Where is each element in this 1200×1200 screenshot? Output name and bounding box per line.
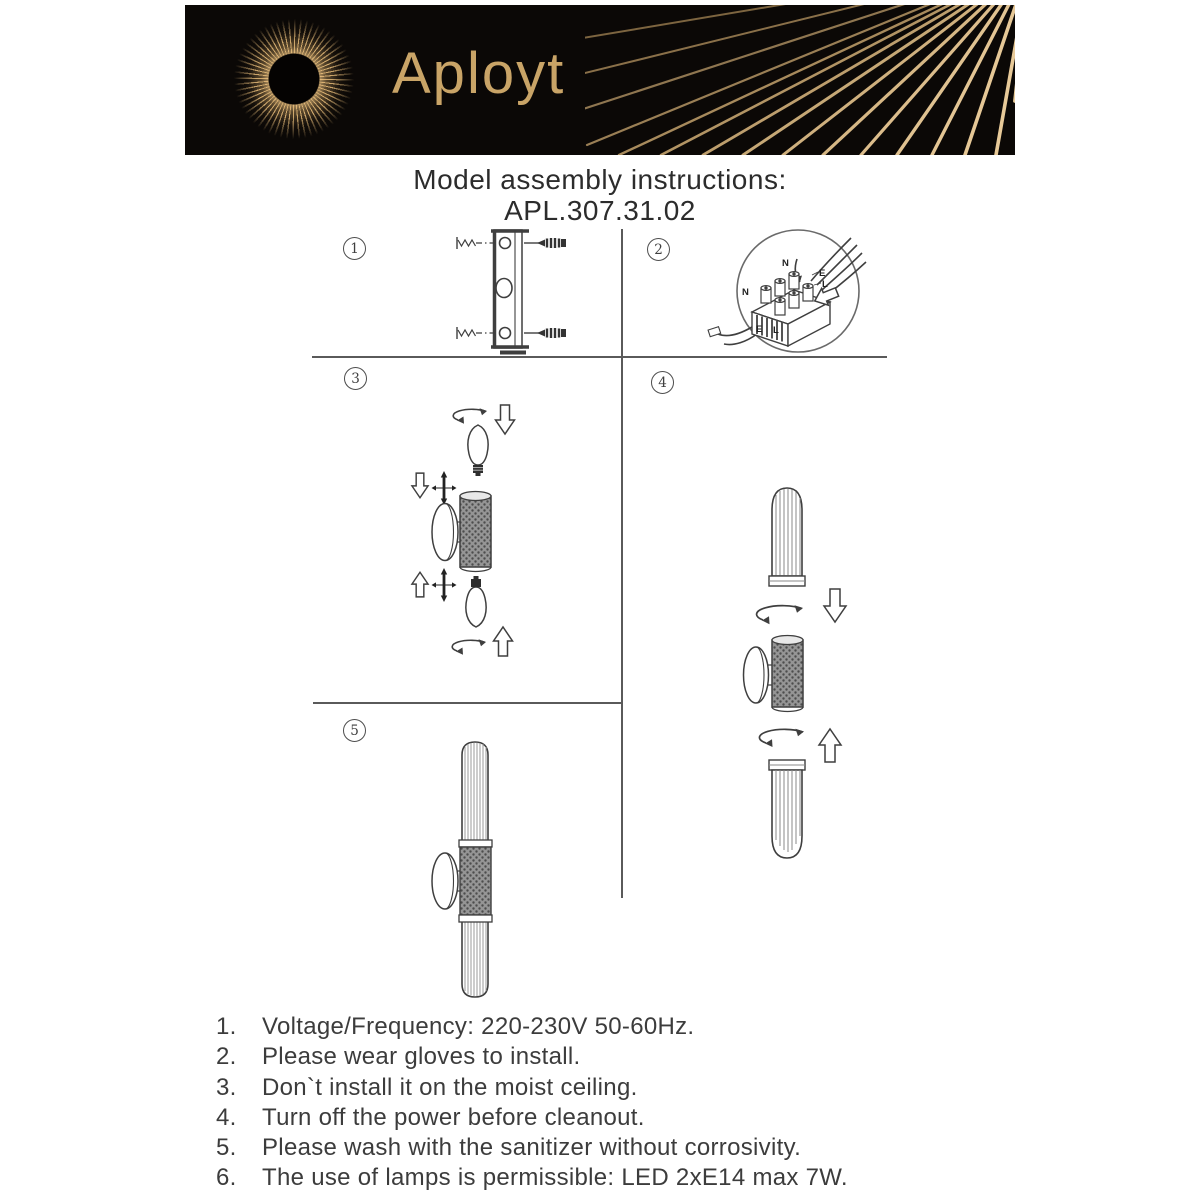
brand-banner	[185, 5, 1015, 155]
brand-name: Aployt	[392, 41, 566, 106]
left-screw-top	[457, 237, 497, 249]
mounting-bracket	[491, 230, 529, 353]
instruction-number: 2.	[216, 1043, 237, 1071]
up-arrow-left	[412, 572, 428, 597]
down-arrow-top	[496, 405, 515, 434]
step-1-badge: 1	[343, 237, 366, 260]
step-3-badge: 3	[344, 367, 367, 390]
bulb-bottom	[466, 576, 486, 627]
instruction-text: The use of lamps is permissible: LED 2xE14 max 7W.	[262, 1164, 848, 1192]
wire-end-sleeve	[708, 327, 721, 337]
ribbed-shade-top	[769, 488, 805, 586]
instruction-text: Turn off the power before cleanout.	[262, 1103, 645, 1131]
ribbed-shade-bottom	[769, 760, 805, 858]
step-5-diagram	[418, 733, 533, 1008]
lamp-body	[432, 492, 491, 572]
down-arrow-left	[412, 473, 428, 498]
down-arrow	[824, 589, 846, 622]
step-4-badge: 4	[651, 371, 674, 394]
rotate-arrow-bottom	[452, 639, 486, 655]
screw-pin-bottom	[432, 568, 457, 602]
instruction-number: 4.	[216, 1103, 237, 1131]
instruction-item	[216, 1133, 1046, 1163]
banner-rays-decoration	[585, 5, 1015, 155]
rotate-arrow-upper	[757, 605, 803, 624]
step-3-diagram	[390, 392, 565, 677]
instruction-item	[216, 1103, 1046, 1133]
instruction-text: Voltage/Frequency: 220-230V 50-60Hz.	[262, 1013, 695, 1040]
instruction-item	[216, 1042, 1046, 1072]
screw-pin-top	[432, 471, 457, 505]
right-screw-top	[524, 238, 566, 248]
wire-label-e-top: E	[819, 268, 826, 279]
up-arrow	[819, 729, 841, 762]
ray-lines	[585, 5, 1015, 155]
step-2-badge: 2	[647, 238, 670, 261]
instruction-item	[216, 1073, 1046, 1103]
wire-label-l-top: L	[822, 279, 828, 290]
right-screw-bottom	[524, 328, 566, 338]
wire-label-e-bottom: E	[756, 324, 763, 335]
rotate-arrow-top	[453, 408, 487, 424]
instruction-text: Please wear gloves to install.	[262, 1043, 581, 1071]
wire-label-n-bottom: N	[742, 287, 749, 298]
step-2-diagram	[700, 224, 910, 362]
step-4-diagram	[725, 478, 870, 873]
lamp-body	[744, 636, 804, 712]
instruction-number: 5.	[216, 1134, 237, 1162]
instruction-number: 6.	[216, 1164, 237, 1192]
page-title: Model assembly instructions:	[413, 164, 787, 195]
starburst-logo-icon	[233, 18, 355, 140]
instruction-item	[216, 1012, 1046, 1042]
step-5-badge: 5	[343, 719, 366, 742]
instruction-number: 3.	[216, 1073, 237, 1101]
assembled-lamp	[432, 742, 492, 997]
divider-horizontal-2	[313, 702, 623, 704]
step-1-diagram	[398, 222, 658, 357]
wire-label-n-top: N	[782, 258, 789, 269]
title-block	[0, 164, 1200, 226]
instruction-text: Don`t install it on the moist ceiling.	[262, 1073, 638, 1101]
instruction-number: 1.	[216, 1013, 237, 1040]
instruction-text: Please wash with the sanitizer without corrosivity.	[262, 1134, 802, 1162]
instruction-item	[216, 1163, 1046, 1193]
wire-label-l-bottom: L	[773, 325, 779, 336]
bulb-top	[468, 425, 488, 476]
instructions-list	[216, 1012, 1046, 1194]
up-arrow-bottom	[494, 627, 513, 656]
left-screw-bottom	[457, 327, 497, 339]
model-number: APL.307.31.02	[504, 195, 696, 226]
rotate-arrow-lower	[759, 729, 804, 747]
